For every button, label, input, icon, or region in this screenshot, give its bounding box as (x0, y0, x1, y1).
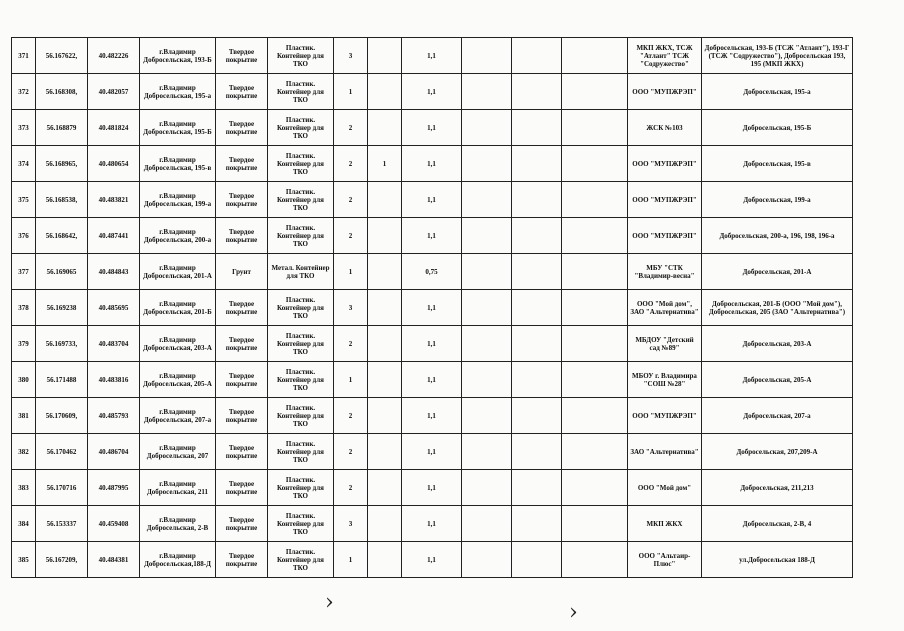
extra-count (368, 362, 402, 398)
blank-cell (562, 182, 628, 218)
address: г.Владимир Добросельская,188-Д (140, 542, 216, 578)
blank-cell (462, 74, 512, 110)
blank-cell (512, 218, 562, 254)
owner: ЗАО "Альтернатива" (628, 434, 702, 470)
owner: ООО "МУПЖРЭП" (628, 146, 702, 182)
table-row (12, 542, 853, 578)
surface: Твердое покрытие (216, 362, 268, 398)
blank-cell (562, 290, 628, 326)
volume: 1,1 (402, 218, 462, 254)
latitude: 56.168965, (36, 146, 88, 182)
blank-cell (562, 434, 628, 470)
address: г.Владимир Добросельская, 201-Б (140, 290, 216, 326)
extra-count (368, 434, 402, 470)
blank-cell (462, 434, 512, 470)
blank-cell (512, 398, 562, 434)
surface: Твердое покрытие (216, 470, 268, 506)
container-count: 3 (334, 38, 368, 74)
container-count: 3 (334, 506, 368, 542)
container-type: Метал. Контейнер для ТКО (268, 254, 334, 290)
longitude: 40.483816 (88, 362, 140, 398)
volume: 1,1 (402, 74, 462, 110)
blank-cell (512, 506, 562, 542)
container-count: 2 (334, 182, 368, 218)
extra-count (368, 218, 402, 254)
surface: Грунт (216, 254, 268, 290)
container-type: Пластик. Контейнер для ТКО (268, 398, 334, 434)
owner: МКП ЖКХ (628, 506, 702, 542)
row-number: 385 (12, 542, 36, 578)
latitude: 56.153337 (36, 506, 88, 542)
surface: Твердое покрытие (216, 146, 268, 182)
volume: 1,1 (402, 362, 462, 398)
latitude: 56.170609, (36, 398, 88, 434)
surface: Твердое покрытие (216, 434, 268, 470)
container-count: 2 (334, 110, 368, 146)
table-row (12, 362, 853, 398)
blank-cell (512, 182, 562, 218)
owner: ЖСК №103 (628, 110, 702, 146)
waste-source: Добросельская, 2-В, 4 (702, 506, 853, 542)
table-row (12, 254, 853, 290)
container-type: Пластик. Контейнер для ТКО (268, 326, 334, 362)
container-count: 2 (334, 146, 368, 182)
blank-cell (512, 362, 562, 398)
volume: 1,1 (402, 434, 462, 470)
longitude: 40.483821 (88, 182, 140, 218)
container-count: 1 (334, 362, 368, 398)
blank-cell (562, 218, 628, 254)
owner: ООО "МУПЖРЭП" (628, 218, 702, 254)
waste-source: Добросельская, 207-а (702, 398, 853, 434)
container-type: Пластик. Контейнер для ТКО (268, 146, 334, 182)
blank-cell (562, 110, 628, 146)
scan-mark-left: › (325, 590, 334, 615)
waste-source: Добросельская, 201-А (702, 254, 853, 290)
blank-cell (562, 542, 628, 578)
blank-cell (462, 254, 512, 290)
blank-cell (512, 470, 562, 506)
volume: 0,75 (402, 254, 462, 290)
longitude: 40.484843 (88, 254, 140, 290)
blank-cell (562, 38, 628, 74)
waste-source: Добросельская, 201-Б (ООО "Мой дом"), Добросельская, 205 (ЗАО "Альтернатива") (702, 290, 853, 326)
waste-source: Добросельская, 195-а (702, 74, 853, 110)
address: г.Владимир Добросельская, 203-А (140, 326, 216, 362)
blank-cell (462, 470, 512, 506)
container-count: 1 (334, 74, 368, 110)
row-number: 371 (12, 38, 36, 74)
extra-count (368, 182, 402, 218)
surface: Твердое покрытие (216, 398, 268, 434)
owner: МБДОУ "Детский сад №89" (628, 326, 702, 362)
container-type: Пластик. Контейнер для ТКО (268, 542, 334, 578)
blank-cell (512, 74, 562, 110)
extra-count (368, 38, 402, 74)
address: г.Владимир Добросельская, 195-а (140, 74, 216, 110)
latitude: 56.167622, (36, 38, 88, 74)
container-count: 1 (334, 254, 368, 290)
longitude: 40.482226 (88, 38, 140, 74)
blank-cell (462, 362, 512, 398)
container-type: Пластик. Контейнер для ТКО (268, 110, 334, 146)
address: г.Владимир Добросельская, 211 (140, 470, 216, 506)
scan-mark-right: › (569, 600, 578, 625)
volume: 1,1 (402, 38, 462, 74)
blank-cell (512, 146, 562, 182)
table-row (12, 434, 853, 470)
blank-cell (462, 542, 512, 578)
container-type: Пластик. Контейнер для ТКО (268, 182, 334, 218)
owner: ООО "Мой дом", ЗАО "Альтернатива" (628, 290, 702, 326)
blank-cell (562, 470, 628, 506)
address: г.Владимир Добросельская, 195-Б (140, 110, 216, 146)
longitude: 40.485793 (88, 398, 140, 434)
row-number: 374 (12, 146, 36, 182)
row-number: 372 (12, 74, 36, 110)
row-number: 383 (12, 470, 36, 506)
container-type: Пластик. Контейнер для ТКО (268, 506, 334, 542)
latitude: 56.168879 (36, 110, 88, 146)
latitude: 56.169238 (36, 290, 88, 326)
extra-count (368, 74, 402, 110)
longitude: 40.487441 (88, 218, 140, 254)
container-count: 2 (334, 434, 368, 470)
container-count: 2 (334, 470, 368, 506)
waste-source: Добросельская, 195-Б (702, 110, 853, 146)
row-number: 379 (12, 326, 36, 362)
surface: Твердое покрытие (216, 218, 268, 254)
volume: 1,1 (402, 110, 462, 146)
table-row (12, 146, 853, 182)
longitude: 40.459408 (88, 506, 140, 542)
blank-cell (562, 398, 628, 434)
container-type: Пластик. Контейнер для ТКО (268, 434, 334, 470)
latitude: 56.168308, (36, 74, 88, 110)
owner: ООО "Альтаир-Плюс" (628, 542, 702, 578)
latitude: 56.167209, (36, 542, 88, 578)
longitude: 40.480654 (88, 146, 140, 182)
extra-count (368, 542, 402, 578)
blank-cell (562, 146, 628, 182)
surface: Твердое покрытие (216, 38, 268, 74)
owner: МБОУ г. Владимира "СОШ №28" (628, 362, 702, 398)
blank-cell (462, 218, 512, 254)
container-count: 2 (334, 218, 368, 254)
table-row (12, 218, 853, 254)
surface: Твердое покрытие (216, 74, 268, 110)
registry-table (11, 37, 853, 578)
waste-source: Добросельская, 203-А (702, 326, 853, 362)
blank-cell (512, 110, 562, 146)
row-number: 380 (12, 362, 36, 398)
extra-count (368, 254, 402, 290)
address: г.Владимир Добросельская, 207 (140, 434, 216, 470)
blank-cell (512, 542, 562, 578)
latitude: 56.169065 (36, 254, 88, 290)
table-row (12, 110, 853, 146)
volume: 1,1 (402, 470, 462, 506)
volume: 1,1 (402, 542, 462, 578)
latitude: 56.171488 (36, 362, 88, 398)
table-row (12, 326, 853, 362)
container-type: Пластик. Контейнер для ТКО (268, 362, 334, 398)
address: г.Владимир Добросельская, 201-А (140, 254, 216, 290)
address: г.Владимир Добросельская, 207-а (140, 398, 216, 434)
longitude: 40.486704 (88, 434, 140, 470)
latitude: 56.168538, (36, 182, 88, 218)
blank-cell (512, 326, 562, 362)
blank-cell (562, 74, 628, 110)
waste-source: Добросельская, 195-в (702, 146, 853, 182)
table-row (12, 38, 853, 74)
extra-count (368, 506, 402, 542)
container-count: 2 (334, 326, 368, 362)
row-number: 381 (12, 398, 36, 434)
owner: ООО "МУПЖРЭП" (628, 74, 702, 110)
row-number: 373 (12, 110, 36, 146)
table-row (12, 74, 853, 110)
blank-cell (562, 362, 628, 398)
container-type: Пластик. Контейнер для ТКО (268, 290, 334, 326)
surface: Твердое покрытие (216, 182, 268, 218)
container-type: Пластик. Контейнер для ТКО (268, 218, 334, 254)
owner: ООО "Мой дом" (628, 470, 702, 506)
waste-source: Добросельская, 205-А (702, 362, 853, 398)
address: г.Владимир Добросельская, 205-А (140, 362, 216, 398)
container-count: 3 (334, 290, 368, 326)
latitude: 56.170462 (36, 434, 88, 470)
volume: 1,1 (402, 290, 462, 326)
owner: МКП ЖКХ, ТСЖ "Атлант" ТСЖ "Содружество" (628, 38, 702, 74)
table-row (12, 290, 853, 326)
surface: Твердое покрытие (216, 506, 268, 542)
blank-cell (562, 326, 628, 362)
container-type: Пластик. Контейнер для ТКО (268, 470, 334, 506)
waste-source: Добросельская, 211,213 (702, 470, 853, 506)
container-type: Пластик. Контейнер для ТКО (268, 74, 334, 110)
longitude: 40.482057 (88, 74, 140, 110)
owner: ООО "МУПЖРЭП" (628, 182, 702, 218)
latitude: 56.170716 (36, 470, 88, 506)
blank-cell (512, 290, 562, 326)
latitude: 56.169733, (36, 326, 88, 362)
surface: Твердое покрытие (216, 542, 268, 578)
waste-source: Добросельская, 193-Б (ТСЖ "Атлант"), 193-Г (ТСЖ "Содружество"), Добросельская 193, 195 (МКП ЖКХ) (702, 38, 853, 74)
extra-count (368, 470, 402, 506)
extra-count (368, 326, 402, 362)
blank-cell (462, 38, 512, 74)
table-row (12, 182, 853, 218)
longitude: 40.487995 (88, 470, 140, 506)
owner: ООО "МУПЖРЭП" (628, 398, 702, 434)
blank-cell (562, 506, 628, 542)
waste-source: ул.Добросельская 188-Д (702, 542, 853, 578)
longitude: 40.485695 (88, 290, 140, 326)
volume: 1,1 (402, 506, 462, 542)
blank-cell (462, 506, 512, 542)
table-row (12, 398, 853, 434)
row-number: 375 (12, 182, 36, 218)
blank-cell (562, 254, 628, 290)
waste-source: Добросельская, 200-а, 196, 198, 196-а (702, 218, 853, 254)
row-number: 382 (12, 434, 36, 470)
volume: 1,1 (402, 398, 462, 434)
table-row (12, 470, 853, 506)
blank-cell (462, 182, 512, 218)
waste-source: Добросельская, 199-а (702, 182, 853, 218)
address: г.Владимир Добросельская, 2-В (140, 506, 216, 542)
container-count: 2 (334, 398, 368, 434)
owner: МБУ "СТК "Владимир-весна" (628, 254, 702, 290)
container-type: Пластик. Контейнер для ТКО (268, 38, 334, 74)
volume: 1,1 (402, 326, 462, 362)
blank-cell (462, 110, 512, 146)
row-number: 378 (12, 290, 36, 326)
address: г.Владимир Добросельская, 195-в (140, 146, 216, 182)
row-number: 377 (12, 254, 36, 290)
row-number: 376 (12, 218, 36, 254)
extra-count (368, 110, 402, 146)
extra-count (368, 398, 402, 434)
longitude: 40.481824 (88, 110, 140, 146)
table-row (12, 506, 853, 542)
blank-cell (462, 326, 512, 362)
container-count: 1 (334, 542, 368, 578)
row-number: 384 (12, 506, 36, 542)
latitude: 56.168642, (36, 218, 88, 254)
blank-cell (462, 290, 512, 326)
address: г.Владимир Добросельская, 200-а (140, 218, 216, 254)
surface: Твердое покрытие (216, 326, 268, 362)
volume: 1,1 (402, 182, 462, 218)
volume: 1,1 (402, 146, 462, 182)
address: г.Владимир Добросельская, 193-Б (140, 38, 216, 74)
blank-cell (512, 434, 562, 470)
blank-cell (512, 254, 562, 290)
longitude: 40.483704 (88, 326, 140, 362)
blank-cell (512, 38, 562, 74)
extra-count: 1 (368, 146, 402, 182)
longitude: 40.484381 (88, 542, 140, 578)
surface: Твердое покрытие (216, 290, 268, 326)
blank-cell (462, 146, 512, 182)
surface: Твердое покрытие (216, 110, 268, 146)
extra-count (368, 290, 402, 326)
waste-source: Добросельская, 207,209-А (702, 434, 853, 470)
address: г.Владимир Добросельская, 199-а (140, 182, 216, 218)
blank-cell (462, 398, 512, 434)
